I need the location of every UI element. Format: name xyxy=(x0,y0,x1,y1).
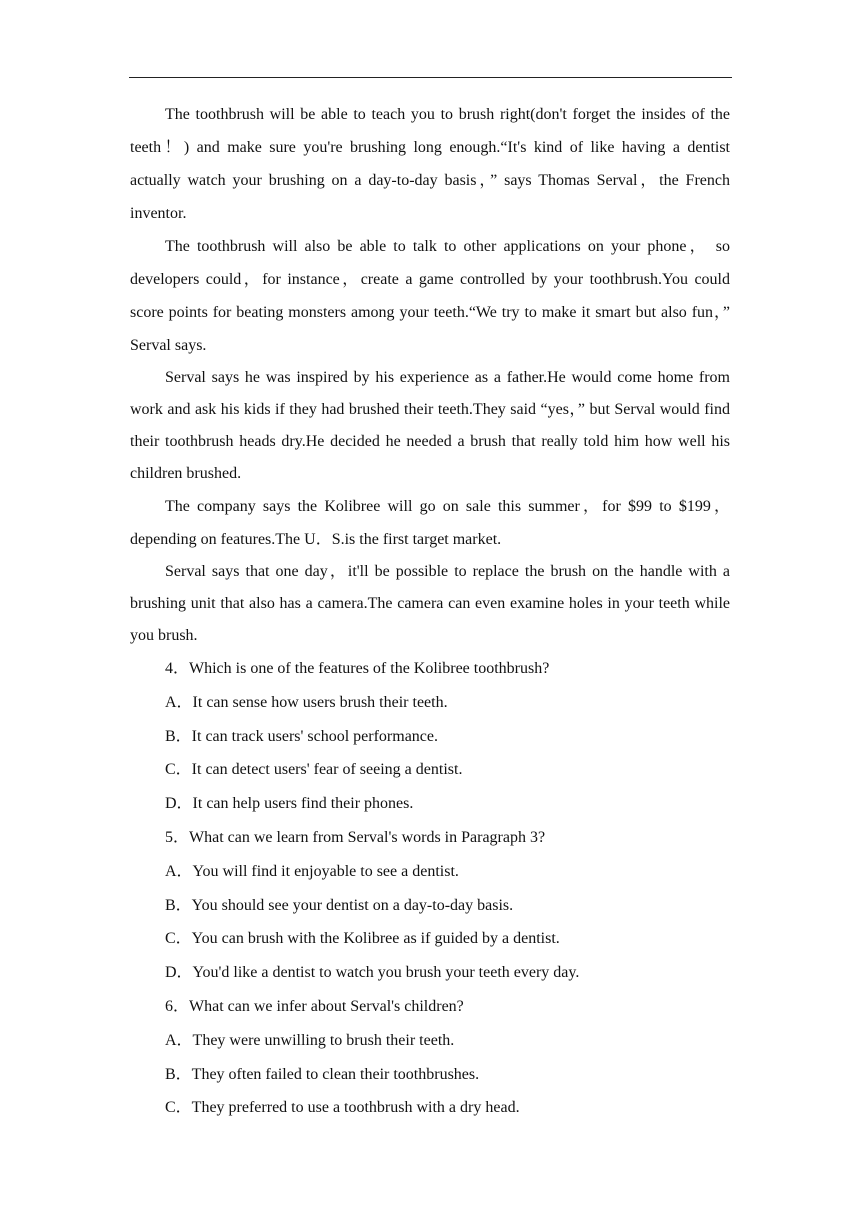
question-5 xyxy=(130,821,730,990)
option-a: A．They were unwilling to brush their teeth. xyxy=(165,1031,455,1049)
paragraph-2: The toothbrush will also be able to talk to other applications on your phone， so developers could，for instance，create a game controlled by your toothbrush.You could score points for beating monsters among your teeth.“We try to make it smart but also fun，” Serval says. xyxy=(130,238,730,354)
question-stem: 5．What can we learn from Serval's words in Paragraph 3? xyxy=(165,828,546,846)
option-c: C．You can brush with the Kolibree as if guided by a dentist. xyxy=(165,930,560,948)
option-b: B．You should see your dentist on a day-to-day basis. xyxy=(165,896,514,914)
question-stem: 4．Which is one of the features of the Kolibree toothbrush? xyxy=(165,660,550,677)
paragraph-1: The toothbrush will be able to teach you to brush right(don't forget the insides of the teeth！) and make sure you're brushing long enough.“It's kind of like having a dentist actually watch your brushing on a day-to-day basis，” says Thomas Serval，the French inventor. xyxy=(130,106,730,222)
question-6 xyxy=(130,990,730,1125)
paragraph-5: Serval says that one day，it'll be possible to replace the brush on the handle with a brushing unit that also has a camera.The camera can even examine holes in your teeth while you brush. xyxy=(130,563,730,644)
option-b: B．They often failed to clean their toothbrushes. xyxy=(165,1065,480,1083)
question-4 xyxy=(130,652,730,821)
option-c: C．It can detect users' fear of seeing a dentist. xyxy=(165,761,463,779)
option-b: B．It can track users' school performance. xyxy=(165,727,439,745)
header-rule xyxy=(129,77,732,78)
option-a: A．You will find it enjoyable to see a dentist. xyxy=(165,862,459,880)
option-d: D．It can help users find their phones. xyxy=(165,795,414,813)
paragraph-4: The company says the Kolibree will go on sale this summer，for $99 to $199，depending on features.The U．S.is the first target market. xyxy=(130,498,730,548)
option-d: D．You'd like a dentist to watch you brush your teeth every day. xyxy=(165,964,580,982)
document-body xyxy=(130,98,730,1125)
option-a: A．It can sense how users brush their teeth. xyxy=(165,693,448,711)
option-c: C．They preferred to use a toothbrush with a dry head. xyxy=(165,1099,520,1117)
question-stem: 6．What can we infer about Serval's children? xyxy=(165,997,464,1015)
paragraph-3: Serval says he was inspired by his experience as a father.He would come home from work and ask his kids if they had brushed their teeth.They said “yes，” but Serval would find their toothbrush heads dry.He decided he needed a brush that really told him how well his children brushed. xyxy=(130,369,730,482)
